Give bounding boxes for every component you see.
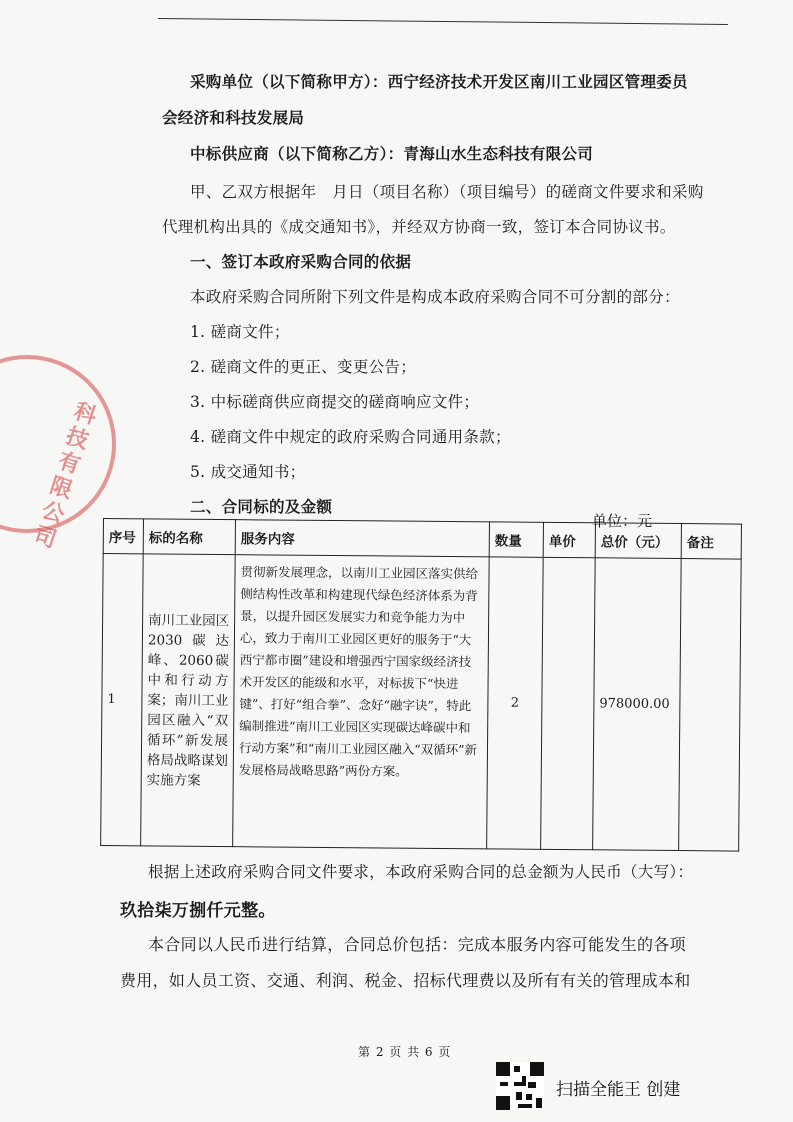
unit-label: 单位：元 — [592, 512, 653, 530]
section-2-heading: 二、合同标的及金额 — [190, 497, 333, 516]
cell-total: 978000.00 — [593, 558, 682, 851]
settlement-line-cont: 费用，如人员工资、交通、利润、税金、招标代理费以及所有有关的管理成本和 — [120, 971, 691, 990]
cell-remark — [679, 559, 742, 852]
header-remark: 备注 — [681, 524, 741, 560]
header-seq: 序号 — [103, 519, 143, 554]
table-row — [101, 554, 742, 852]
doc-item: 1. 磋商文件； — [190, 323, 290, 341]
header-total: 总价（元） — [595, 523, 681, 559]
doc-item: 5. 成交通知书； — [190, 463, 306, 481]
purchaser-line-cont: 会经济和科技发展局 — [162, 108, 305, 127]
cell-seq: 1 — [101, 554, 144, 846]
scanner-watermark: 扫描全能王 创建 — [556, 1080, 681, 1100]
header-unit-price: 单价 — [543, 522, 595, 557]
total-amount-line: 根据上述政府采购合同文件要求，本政府采购合同的总金额为人民币（大写）： — [148, 863, 694, 881]
intro-line-cont: 代理机构出具的《成交通知书》，并经双方协商一致，签订本合同协议书。 — [162, 218, 676, 236]
section-1-heading: 一、签订本政府采购合同的依据 — [190, 252, 412, 271]
cell-unit-price — [541, 557, 596, 849]
doc-item: 2. 磋商文件的更正、变更公告； — [190, 358, 417, 376]
qr-code-icon — [496, 1062, 544, 1110]
cell-service: 贯彻新发展理念，以南川工业园区落实供给侧结构性改革和构建现代绿色经济体系为背景，以提升园区发展实力和竞争能力为中心，致力于南川工业园区更好的服务于“大西宁都市圈”建设和增强西宁国家级经济技术开发区的能级和水平，对标拔下“快进键”、打好“组合拳”、念好“融字诀”，特此编制推进“南川工业园区实现碳达峰碳中和行动方案”和“南川工业园区融入“双循环”新发展格局战略思路”两份方案。 — [233, 555, 490, 849]
doc-item: 4. 磋商文件中规定的政府采购合同通用条款； — [190, 428, 511, 446]
top-rule — [158, 18, 728, 25]
docs-intro: 本政府采购合同所附下列文件是构成本政府采购合同不可分割的部分： — [190, 288, 680, 306]
header-qty: 数量 — [489, 522, 543, 557]
cell-qty: 2 — [487, 557, 544, 849]
company-seal-stamp: 科技有限公司 — [0, 355, 116, 533]
cell-name: 南川工业园区2030碳达峰、2060碳中和行动方案；南川工业园区融入“双循环”新发展格局战略谋划实施方案 — [141, 554, 236, 847]
settlement-line: 本合同以人民币进行结算，合同总价包括：完成本服务内容可能发生的各项 — [148, 935, 686, 954]
total-amount-words: 玖拾柒万捌仟元整。 — [120, 901, 276, 921]
intro-line: 甲、乙双方根据年 月日（项目名称）（项目编号）的磋商文件要求和采购 — [190, 183, 704, 201]
doc-item: 3. 中标磋商供应商提交的磋商响应文件； — [190, 393, 480, 411]
header-name: 标的名称 — [143, 519, 235, 555]
contract-table — [100, 518, 742, 852]
table-header-row — [103, 519, 741, 560]
page-number: 第 2 页 共 6 页 — [358, 1045, 452, 1059]
header-service: 服务内容 — [235, 520, 489, 557]
supplier-line: 中标供应商（以下简称乙方）：青海山水生态科技有限公司 — [190, 144, 594, 163]
purchaser-line: 采购单位（以下简称甲方）：西宁经济技术开发区南川工业园区管理委员 — [190, 72, 688, 91]
